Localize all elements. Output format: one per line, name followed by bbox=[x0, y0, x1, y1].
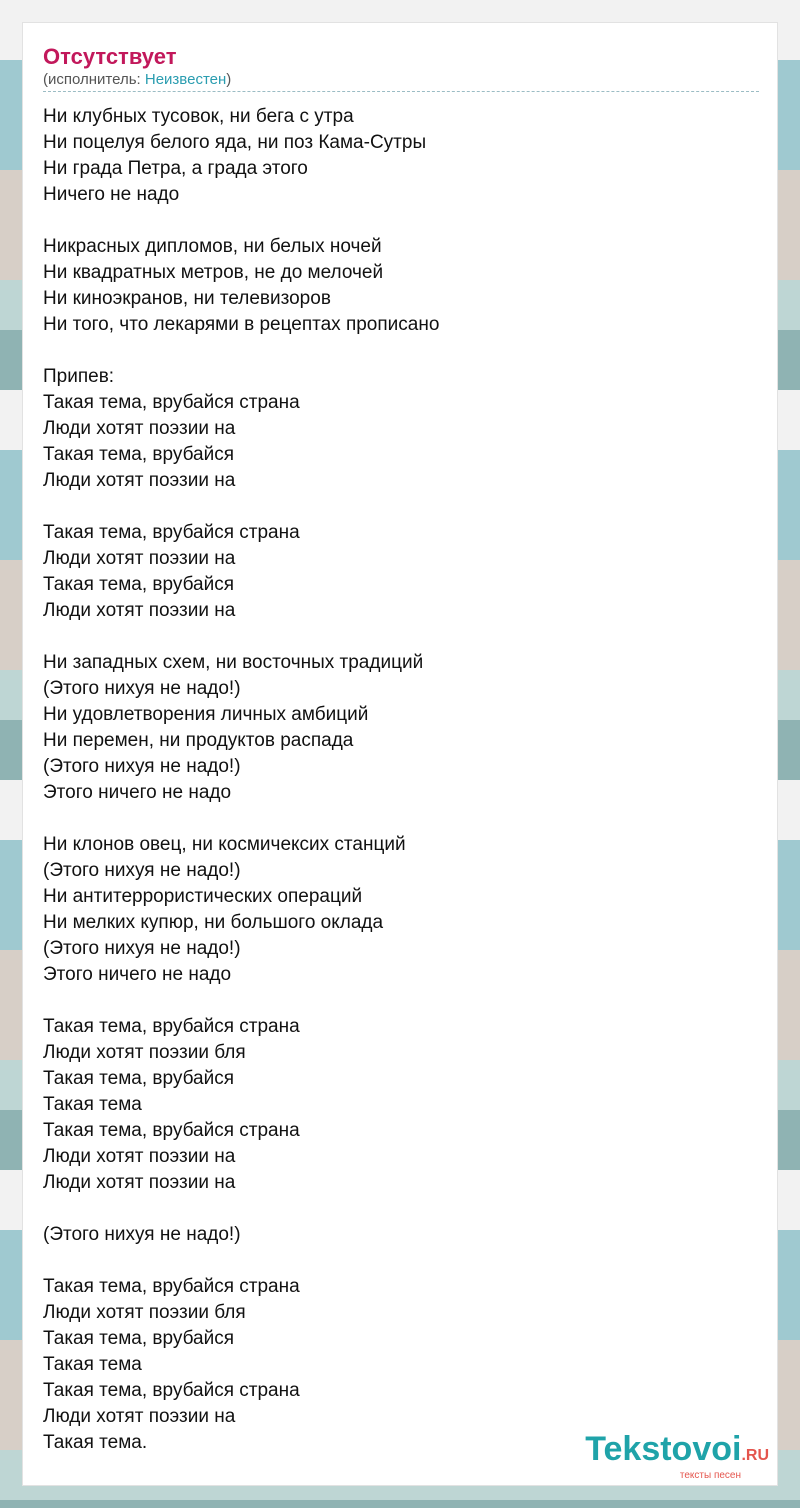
lyric-line: Такая тема, врубайся страна bbox=[43, 1120, 300, 1141]
lyric-line: Ни поцелуя белого яда, ни поз Кама-Сутры bbox=[43, 132, 427, 153]
lyric-line: Такая тема, врубайся bbox=[43, 1328, 235, 1349]
lyric-line: Ни киноэкранов, ни телевизоров bbox=[43, 288, 331, 309]
lyric-line: Такая тема, врубайся страна bbox=[43, 522, 300, 543]
lyric-line: Ни клубных тусовок, ни бега с утра bbox=[43, 106, 354, 127]
lyric-line: Ни мелких купюр, ни большого оклада bbox=[43, 912, 384, 933]
lyric-line: (Этого нихуя не надо!) bbox=[43, 1224, 241, 1245]
logo-main-text: Tekstovoi bbox=[585, 1430, 742, 1468]
lyric-line: Такая тема, врубайся bbox=[43, 574, 235, 595]
lyric-line: Ни града Петра, а града этого bbox=[43, 158, 308, 179]
lyric-line: Ни клонов овец, ни космичексих станций bbox=[43, 834, 406, 855]
artist-prefix: (исполнитель: bbox=[43, 71, 145, 88]
artist-line bbox=[43, 71, 759, 89]
logo-tld: .RU bbox=[741, 1447, 769, 1464]
lyric-line: (Этого нихуя не надо!) bbox=[43, 860, 241, 881]
lyric-line: Ни перемен, ни продуктов распада bbox=[43, 730, 354, 751]
lyric-line: (Этого нихуя не надо!) bbox=[43, 678, 241, 699]
lyrics-text bbox=[43, 104, 743, 1456]
lyric-line: Такая тема, врубайся страна bbox=[43, 1016, 300, 1037]
lyric-line: Такая тема, врубайся bbox=[43, 444, 235, 465]
lyric-line: Люди хотят поэзии на bbox=[43, 470, 236, 491]
lyric-line: (Этого нихуя не надо!) bbox=[43, 938, 241, 959]
lyric-line bbox=[43, 806, 743, 832]
site-logo[interactable] bbox=[585, 1432, 769, 1481]
lyric-line: Люди хотят поэзии на bbox=[43, 1146, 236, 1167]
lyric-line bbox=[43, 338, 743, 364]
lyric-line: Никрасных дипломов, ни белых ночей bbox=[43, 236, 382, 257]
lyric-line: Люди хотят поэзии бля bbox=[43, 1042, 246, 1063]
lyric-line: Такая тема bbox=[43, 1354, 142, 1375]
lyric-line: Такая тема. bbox=[43, 1432, 148, 1453]
lyric-line bbox=[43, 494, 743, 520]
lyric-line: Люди хотят поэзии на bbox=[43, 548, 236, 569]
lyric-line: Люди хотят поэзии на bbox=[43, 418, 236, 439]
logo-wordmark bbox=[585, 1432, 769, 1473]
lyric-line: Ни того, что лекарями в рецептах прописано bbox=[43, 314, 440, 335]
lyric-line bbox=[43, 1248, 743, 1274]
lyric-line: Ни удовлетворения личных амбиций bbox=[43, 704, 369, 725]
lyric-line: Такая тема, врубайся страна bbox=[43, 1276, 300, 1297]
lyric-line: Такая тема, врубайся страна bbox=[43, 1380, 300, 1401]
lyric-line: Люди хотят поэзии бля bbox=[43, 1302, 246, 1323]
lyric-line: Припев: bbox=[43, 366, 115, 387]
lyric-line: Люди хотят поэзии на bbox=[43, 1172, 236, 1193]
lyric-line: Такая тема bbox=[43, 1094, 142, 1115]
artist-link[interactable]: Неизвестен bbox=[144, 71, 227, 88]
lyric-line: Ни западных схем, ни восточных традиций bbox=[43, 652, 424, 673]
song-title: Отсутствует bbox=[43, 44, 177, 69]
lyric-line bbox=[43, 988, 743, 1014]
lyric-line: Такая тема, врубайся bbox=[43, 1068, 235, 1089]
lyric-line bbox=[43, 208, 743, 234]
lyrics-card bbox=[22, 22, 778, 1486]
lyric-line: Этого ничего не надо bbox=[43, 964, 232, 985]
lyric-line bbox=[43, 1196, 743, 1222]
lyric-line: Люди хотят поэзии на bbox=[43, 1406, 236, 1427]
logo-subtitle: тексты песен bbox=[679, 1470, 741, 1481]
lyric-line: Такая тема, врубайся страна bbox=[43, 392, 300, 413]
song-header bbox=[43, 43, 759, 92]
lyric-line: (Этого нихуя не надо!) bbox=[43, 756, 241, 777]
lyric-line: Ни квадратных метров, не до мелочей bbox=[43, 262, 384, 283]
lyric-line bbox=[43, 624, 743, 650]
lyric-line: Ничего не надо bbox=[43, 184, 180, 205]
lyric-line: Люди хотят поэзии на bbox=[43, 600, 236, 621]
lyric-line: Ни антитеррористических операций bbox=[43, 886, 363, 907]
lyric-line: Этого ничего не надо bbox=[43, 782, 232, 803]
artist-suffix: ) bbox=[226, 71, 232, 88]
